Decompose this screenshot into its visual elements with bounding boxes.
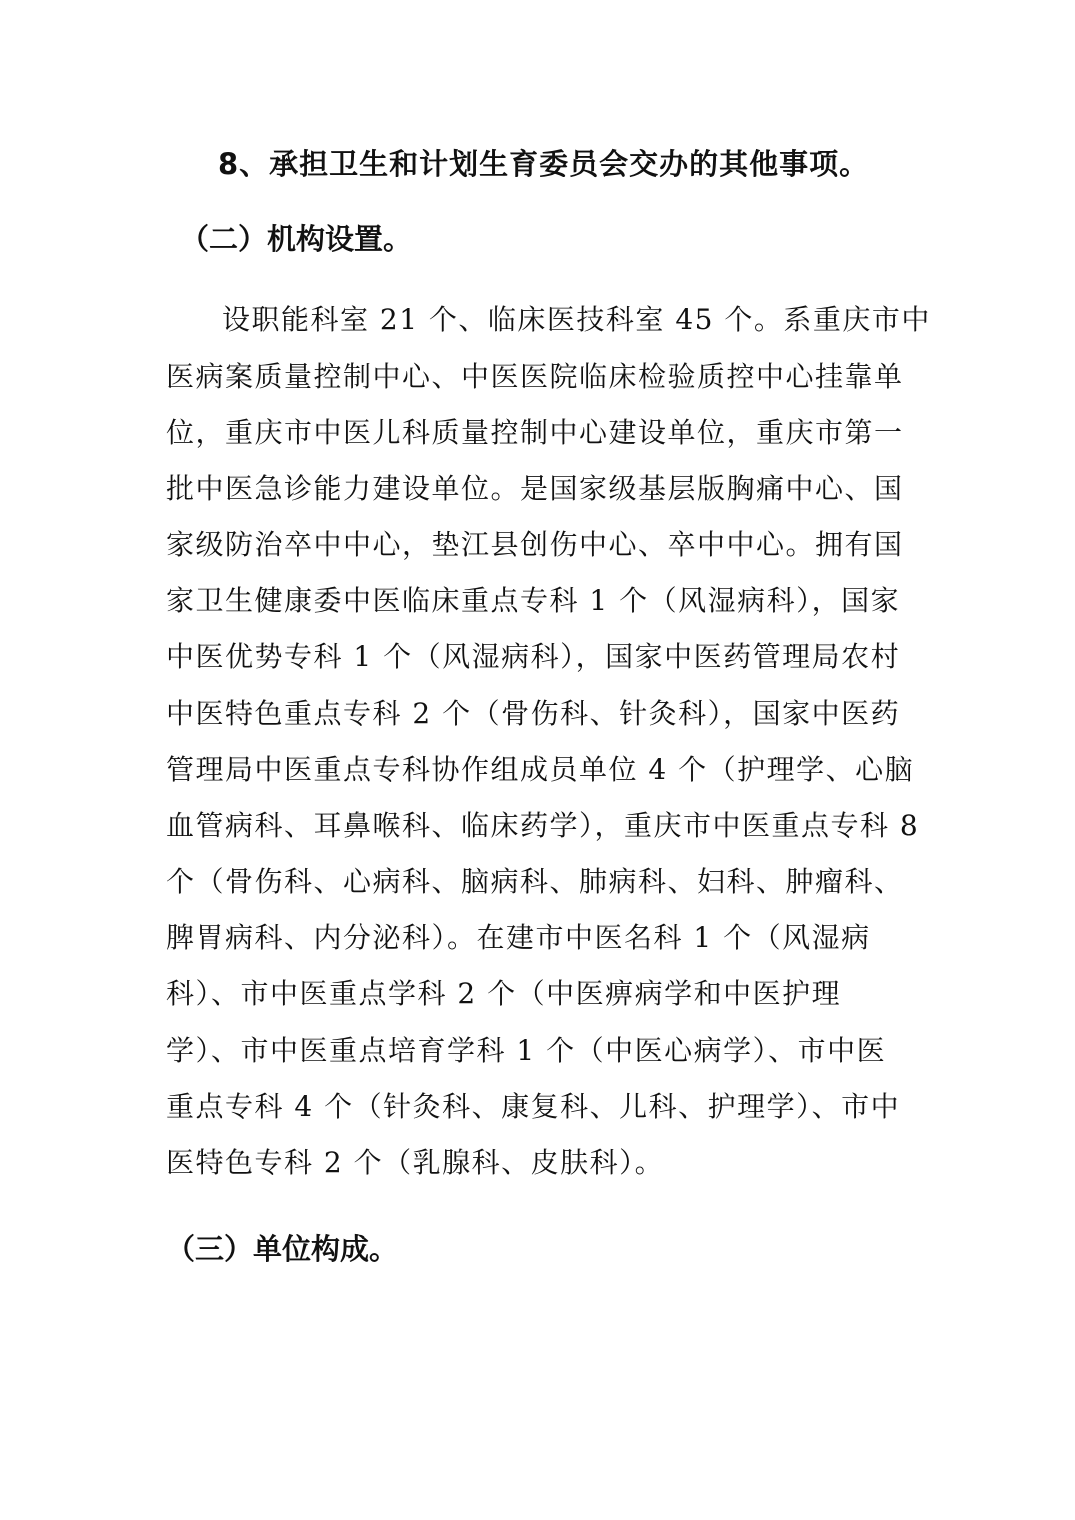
paragraph-line: 医病案质量控制中心、中医医院临床检验质控中心挂靠单 bbox=[166, 360, 904, 393]
paragraph-line: 科）、市中医重点学科 2 个（中医痹病学和中医护理 bbox=[166, 977, 842, 1010]
paragraph-line: 血管病科、耳鼻喉科、临床药学），重庆市中医重点专科 8 bbox=[166, 809, 920, 842]
item-8-text: 8、承担卫生和计划生育委员会交办的其他事项。 bbox=[218, 147, 870, 181]
paragraph-line: 管理局中医重点专科协作组成员单位 4 个（护理学、心脑 bbox=[166, 753, 915, 786]
paragraph-line: 位，重庆市中医儿科质量控制中心建设单位，重庆市第一 bbox=[166, 416, 904, 449]
paragraph-line: 重点专科 4 个（针灸科、康复科、儿科、护理学）、市中 bbox=[166, 1090, 901, 1123]
paragraph-line: 中医特色重点专科 2 个（骨伤科、针灸科），国家中医药 bbox=[166, 697, 901, 730]
paragraph-line: 设职能科室 21 个、临床医技科室 45 个。系重庆市中 bbox=[222, 303, 931, 336]
paragraph-line: 学）、市中医重点培育学科 1 个（中医心病学）、市中医 bbox=[166, 1034, 887, 1067]
section-3-heading: （三）单位构成。 bbox=[166, 1232, 399, 1266]
paragraph-line: 个（骨伤科、心病科、脑病科、肺病科、妇科、肿瘤科、 bbox=[166, 865, 904, 898]
section-2-heading: （二）机构设置。 bbox=[180, 222, 413, 256]
paragraph-line: 批中医急诊能力建设单位。是国家级基层版胸痛中心、国 bbox=[166, 472, 904, 505]
paragraph-line: 家卫生健康委中医临床重点专科 1 个（风湿病科），国家 bbox=[166, 584, 901, 617]
paragraph-line: 医特色专科 2 个（乳腺科、皮肤科）。 bbox=[166, 1146, 665, 1179]
paragraph-line: 家级防治卒中中心，垫江县创伤中心、卒中中心。拥有国 bbox=[166, 528, 904, 561]
paragraph-line: 脾胃病科、内分泌科）。在建市中医名科 1 个（风湿病 bbox=[166, 921, 871, 954]
paragraph-line: 中医优势专科 1 个（风湿病科），国家中医药管理局农村 bbox=[166, 640, 901, 673]
